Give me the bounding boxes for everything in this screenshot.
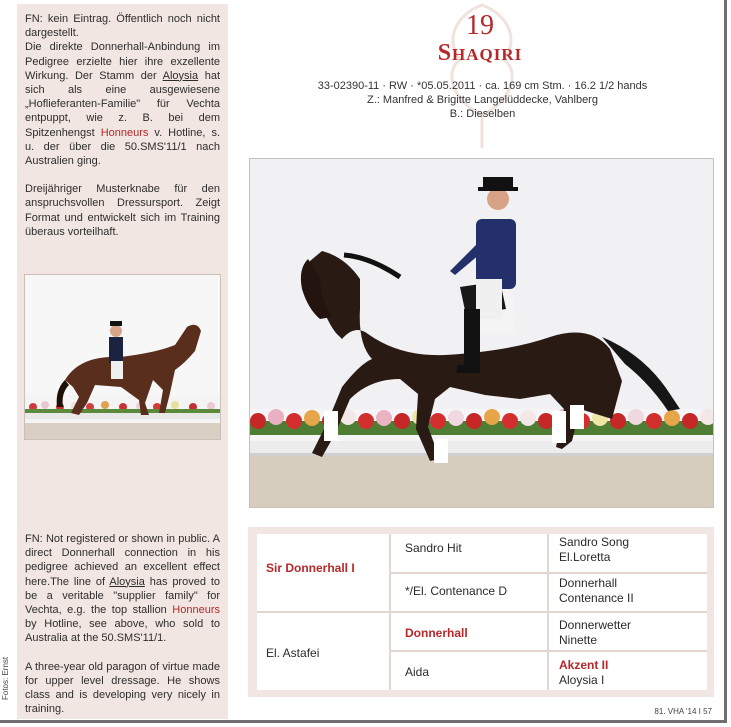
horse-number: 19 (466, 10, 494, 41)
pedigree-sire-sire: Sandro Hit (405, 541, 462, 555)
english-paragraph-1: FN: Not registered or shown in public. A direct Donnerhall connection in his pedigree achieved an excellent effect here.The line of Aloysia has proved to be a veritable "supplier family" for Vechta, e.g. the top stallion Honneurs by Hotline, see above, who sold to Australia at the 50.SMS'11/1. (25, 533, 221, 645)
pedigree-dam-sire: Donnerhall (405, 626, 468, 640)
left-column (17, 4, 228, 719)
pedigree-sire: Sir Donnerhall I (266, 561, 355, 575)
pedigree-dss: Donnerwetter (559, 618, 632, 632)
horse-photo-large (249, 158, 714, 508)
pedigree-dds: Akzent II (559, 658, 609, 672)
pedigree-dam: El. Astafei (266, 646, 320, 660)
pedigree-sire-dam: */El. Contenance D (405, 584, 508, 598)
english-paragraph-2: A three-year old paragon of virtue made for upper level dressage. He shows class and is developing very nicely in training. (25, 660, 220, 716)
photo-credit: Fotos: Ernst (1, 656, 10, 700)
horse-name: Shaqiri (437, 40, 523, 66)
horse-details: 33-02390-11 · RW · *05.05.2011 · ca. 169 cm Stm. · 16.2 1/2 hands (317, 80, 648, 92)
horse-photo-small (24, 274, 221, 440)
owner-line: B.: Dieselben (449, 108, 516, 120)
honneurs-highlight: Honneurs (100, 126, 149, 139)
pedigree-sss: Sandro Song (559, 535, 630, 549)
english-description (25, 532, 220, 727)
page-footer: 81. VHA '14 I 57 (654, 707, 712, 716)
pedigree-dsd: Ninette (559, 633, 598, 647)
pedigree-ddd: Aloysia I (559, 673, 605, 687)
pedigree-inner (257, 534, 707, 690)
german-description (25, 12, 220, 253)
breeder-line: Z.: Manfred & Brigitte Langelüddecke, Vahlberg (367, 94, 598, 106)
aloysia-link: Aloysia (162, 69, 199, 82)
pedigree-sds: Donnerhall (559, 576, 618, 590)
german-paragraph-1: FN: kein Eintrag. Öffentlich noch nicht dargestellt. Die direkte Donnerhall-Anbindung im Pedigree erzielte hier ihre exzellente Wirkung. Der Stamm der Aloysia hat sich als eine ausgewiesene „Hoflieferanten-Familie" für Vechta entpuppt, wie z. B. bei dem Spitzenhengst Honneurs v. Hotline, s. u. der über die 50.SMS'11/1 nach Australien ging. (25, 13, 220, 168)
pedigree-table (248, 527, 714, 697)
pedigree-sdd: Contenance II (559, 591, 634, 605)
small-dressage-photo (25, 275, 221, 440)
german-paragraph-2: Dreijähriger Musterknabe für den anspruchsvollen Dressursport. Zeigt Format und entwickelt sich im Training überaus vorteilhaft. (25, 183, 220, 238)
aloysia-link-en: Aloysia (109, 575, 145, 588)
large-dressage-photo (250, 159, 714, 508)
honneurs-highlight-en: Honneurs (172, 604, 220, 617)
pedigree-dam-dam: Aida (405, 665, 430, 679)
pedigree-ssd: El.Loretta (559, 550, 611, 564)
